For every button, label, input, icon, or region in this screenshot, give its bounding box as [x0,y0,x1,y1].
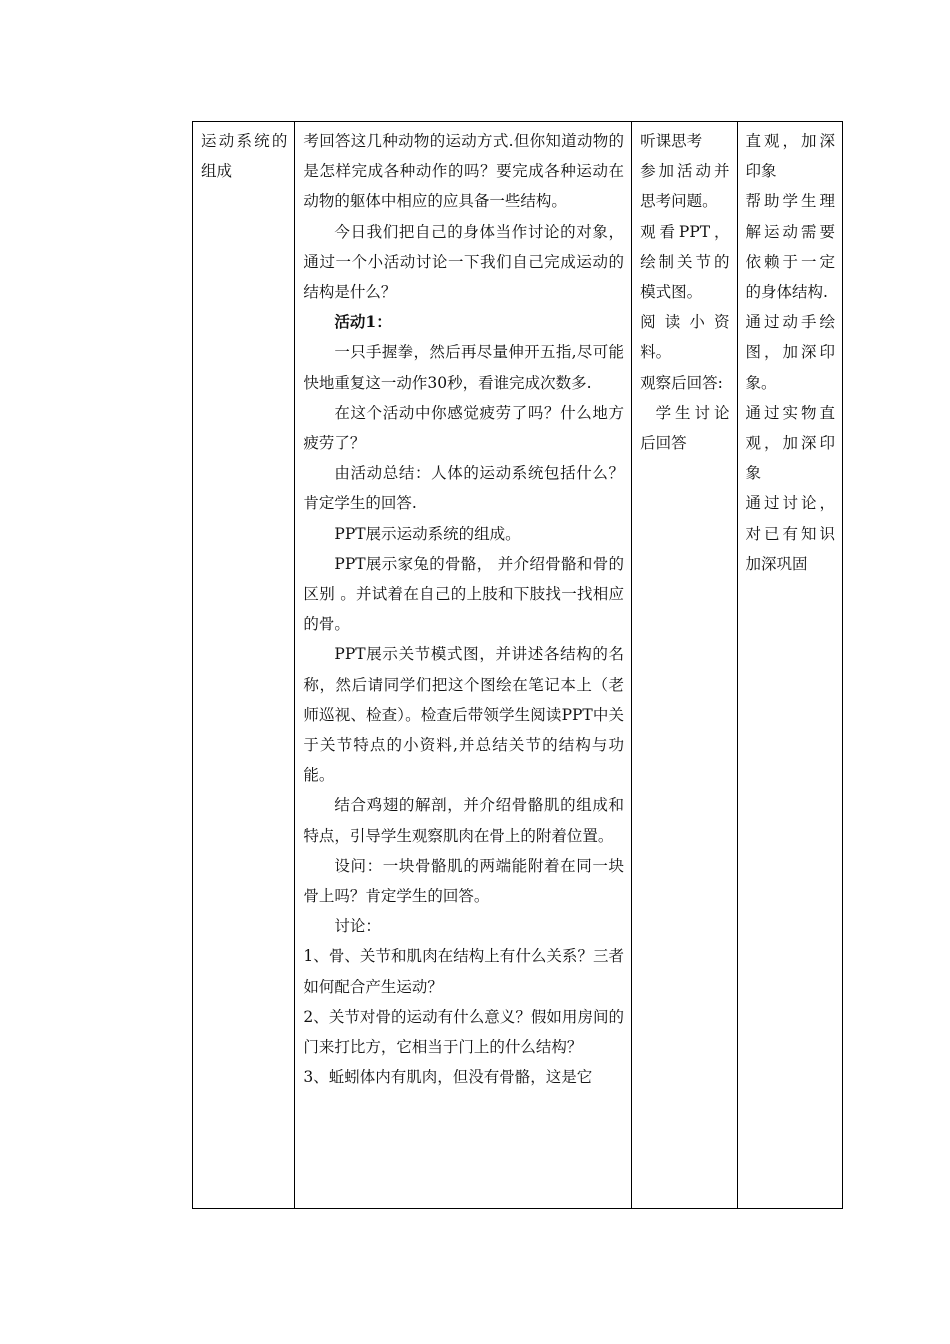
paragraph: 3、蚯蚓体内有肌肉，但没有骨骼，这是它 [303,1068,593,1087]
design-intent-list [746,126,835,579]
paragraph: 1、骨、关节和肌肉在结构上有什么关系？三者如何配合产生运动？ [303,947,625,996]
section-cell [193,122,295,1209]
paragraph: 参加活动并思考问题。 [640,162,730,211]
paragraph: 2、关节对骨的运动有什么意义？假如用房间的门来打比方，它相当于门上的什么结构？ [303,1007,625,1057]
paragraph: 帮助学生理解运动需要依赖于一定的身体结构. [745,192,835,302]
lesson-plan-table [192,121,843,1209]
paragraph: 考回答这几种动物的运动方式.但你知道动物的是怎样完成各种动作的吗？要完成各种运动在动物的躯体中相应的应具备一些结构。 [303,132,625,211]
paragraph: 设问：一块骨骼肌的两端能附着在同一块骨上吗？肯定学生的回答。 [303,856,625,906]
paragraph: 通过动手绘图，加深印象。 [745,313,835,392]
paragraph: PPT展示运动系统的组成。 [334,524,521,543]
paragraph: 通过讨论，对已有知识加深巩固 [745,494,835,573]
paragraph: 阅读小资料。 [640,313,730,362]
table-row [193,122,843,1209]
paragraph: PPT展示关节模式图，并讲述各结构的名称，然后请同学们把这个图绘在笔记本上（老师巡视、检查）。检查后带领学生阅读PPT中关于关节特点的小资料,并总结关节的结构与功能。 [303,645,625,785]
paragraph: 在这个活动中你感觉疲劳了吗？什么地方疲劳了？ [303,403,625,453]
paragraph: 学生讨论后回答 [640,403,730,453]
paragraph: 观看PPT，绘制关节的模式图。 [640,222,730,302]
paragraph: 一只手握拳，然后再尽量伸开五指,尽可能快地重复这一动作30秒，看谁完成次数多. [303,343,625,392]
paragraph: 结合鸡翅的解剖，并介绍骨骼肌的组成和特点，引导学生观察肌肉在骨上的附着位置。 [303,796,625,845]
paragraph: 直观，加深印象 [745,132,835,181]
paragraph: 活动1： [334,312,392,332]
design-intent-cell [737,122,842,1209]
section-title: 运动系统的组成 [201,132,288,181]
paragraph: PPT展示家兔的骨骼， 并介绍骨骼和骨的区别 。并试着在自己的上肢和下肢找一找相应的骨。 [303,554,625,634]
student-activity-list [640,126,729,458]
paragraph: 今日我们把自己的身体当作讨论的对象，通过一个小活动讨论一下我们自己完成运动的结构是什么？ [303,222,625,302]
teacher-activity-cell [295,122,632,1209]
paragraph: 听课思考 [640,132,703,150]
paragraph: 观察后回答: [640,373,723,392]
teacher-activity-list [303,126,624,1093]
paragraph: 由活动总结：人体的运动系统包括什么？肯定学生的回答. [303,464,625,513]
paragraph: 讨论： [334,917,381,936]
student-activity-cell [632,122,737,1209]
paragraph: 通过实物直观，加深印象 [745,403,835,483]
